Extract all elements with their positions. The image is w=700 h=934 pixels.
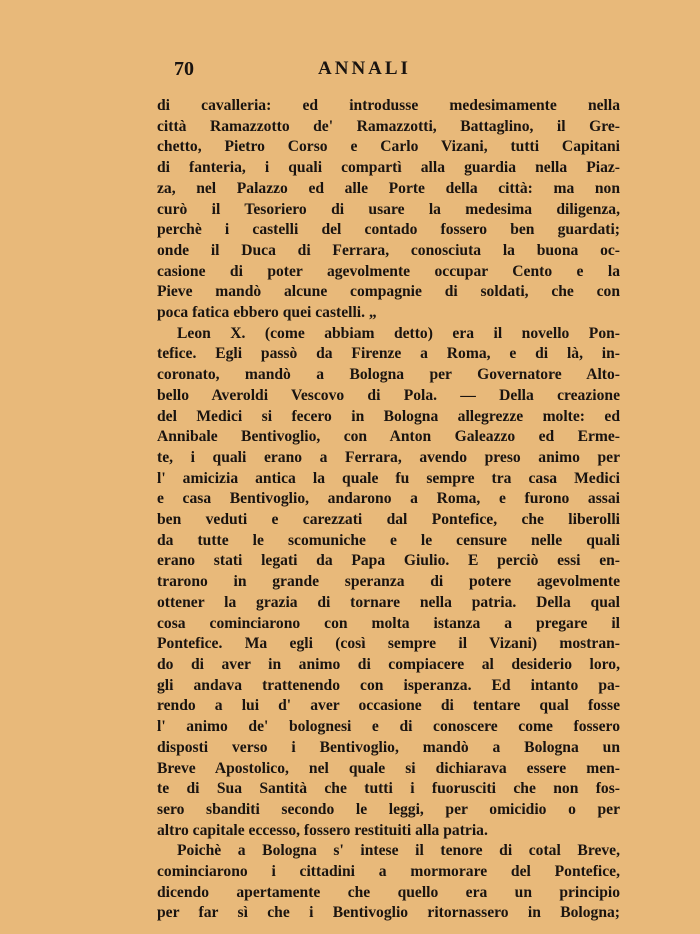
text-line: ben veduti e carezzati dal Pontefice, che liberolli	[157, 511, 620, 529]
text-line: Leon X. (come abbiam detto) era il novello Pon-	[177, 324, 620, 342]
text-line: Pontefice. Ma egli (così sempre il Vizani) mostran-	[157, 635, 620, 653]
text-line: cosa cominciarono con molta istanza a pregare il	[157, 614, 620, 632]
page-number: 70	[174, 58, 194, 80]
running-title: ANNALI	[318, 58, 411, 79]
text-line: curò il Tesoriero di usare la medesima diligenza,	[157, 200, 620, 218]
text-line: onde il Duca di Ferrara, conosciuta la buona oc-	[157, 241, 620, 259]
text-line: rendo a lui d' aver occasione di tentare qual fosse	[157, 697, 620, 715]
text-line: di fanteria, i quali compartì alla guardia nella Piaz-	[157, 159, 620, 177]
text-line: za, nel Palazzo ed alle Porte della città: ma non	[157, 179, 620, 197]
text-line: per far sì che i Bentivoglio ritornassero in Bologna;	[157, 904, 620, 922]
text-line: casione di poter agevolmente occupar Cento e la	[157, 262, 620, 280]
text-line: sero sbanditi secondo le leggi, per omicidio o per	[157, 800, 620, 818]
text-line: ottener la grazia di tornare nella patria. Della qual	[157, 593, 620, 611]
text-line: cominciarono i cittadini a mormorare del Pontefice,	[157, 863, 620, 881]
text-line: disposti verso i Bentivoglio, mandò a Bologna un	[157, 738, 620, 756]
text-line: bello Averoldi Vescovo di Pola. — Della creazione	[157, 386, 620, 404]
text-line: perchè i castelli del contado fossero ben guardati;	[157, 221, 620, 239]
text-line: poca fatica ebbero quei castelli. „	[157, 304, 377, 322]
text-line: del Medici si fecero in Bologna allegrezze molte: ed	[157, 407, 620, 425]
text-line: l' animo de' bolognesi e di conoscere come fossero	[157, 718, 620, 736]
text-line: Poichè a Bologna s' intese il tenore di cotal Breve,	[177, 842, 620, 860]
text-line: l' amicizia antica la quale fu sempre tra casa Medici	[157, 469, 620, 487]
text-line: coronato, mandò a Bologna per Governatore Alto-	[157, 366, 620, 384]
text-line: te di Sua Santità che tutti i fuorusciti che non fos-	[157, 780, 620, 798]
text-line: Annibale Bentivoglio, con Anton Galeazzo ed Erme-	[157, 428, 620, 446]
text-line: Breve Apostolico, nel quale si dichiarava essere men-	[157, 759, 620, 777]
text-line: chetto, Pietro Corso e Carlo Vizani, tutti Capitani	[157, 138, 620, 156]
text-line: città Ramazzotto de' Ramazzotti, Battaglino, il Gre-	[157, 117, 620, 135]
text-line: te, i quali erano a Ferrara, avendo preso animo per	[157, 448, 620, 466]
page-header	[0, 58, 700, 88]
text-line: e casa Bentivoglio, andarono a Roma, e furono assai	[157, 490, 620, 508]
text-line: erano stati legati da Papa Giulio. E perciò essi en-	[157, 552, 620, 570]
text-line: do di aver in animo di compiacere al desiderio loro,	[157, 655, 620, 673]
body-text	[157, 96, 620, 924]
text-line: tefice. Egli passò da Firenze a Roma, e di là, in-	[157, 345, 620, 363]
text-line: dicendo apertamente che quello era un principio	[157, 883, 620, 901]
text-line: altro capitale eccesso, fossero restituiti alla patria.	[157, 821, 488, 839]
text-line: da tutte le scomuniche e le censure nelle quali	[157, 531, 620, 549]
text-line: Pieve mandò alcune compagnie di soldati, che con	[157, 283, 620, 301]
text-line: trarono in grande speranza di potere agevolmente	[157, 573, 620, 591]
text-line: di cavalleria: ed introdusse medesimamente nella	[157, 97, 620, 114]
text-line: gli andava trattenendo con isperanza. Ed intanto pa-	[157, 676, 620, 694]
